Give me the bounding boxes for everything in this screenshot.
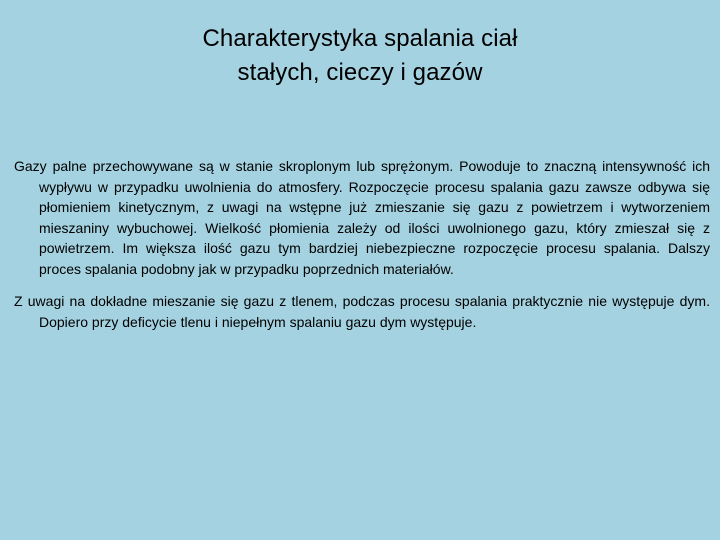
body-paragraph-smoke: Z uwagi na dokładne mieszanie się gazu z tlenem, podczas procesu spalania praktycznie nie występuje dym. Dopiero przy deficycie tlenu i niepełnym spalaniu gazu dym występuje. xyxy=(14,293,710,330)
slide-title-line-1: Charakterystyka spalania ciał xyxy=(202,25,518,52)
slide-title xyxy=(90,22,630,90)
slide-title-line-2: stałych, cieczy i gazów xyxy=(237,59,483,86)
body-paragraph-gases: Gazy palne przechowywane są w stanie skroplonym lub sprężonym. Powoduje to znaczną intensywność ich wypływu w przypadku uwolnienia do atmosfery. Rozpoczęcie procesu spalania gazu zawsze odbywa się płomieniem kinetycznym, z uwagi na wstępne już zmieszanie się gazu z powietrzem i wytworzeniem mieszaniny wybuchowej. Wielkość płomienia zależy od ilości uwolnionego gazu, który zmieszał się z powietrzem. Im większa ilość gazu tym bardziej niebezpieczne rozpoczęcie procesu spalania. Dalszy proces spalania podobny jak w przypadku poprzednich materiałów. xyxy=(14,158,710,277)
slide-body xyxy=(14,156,710,344)
